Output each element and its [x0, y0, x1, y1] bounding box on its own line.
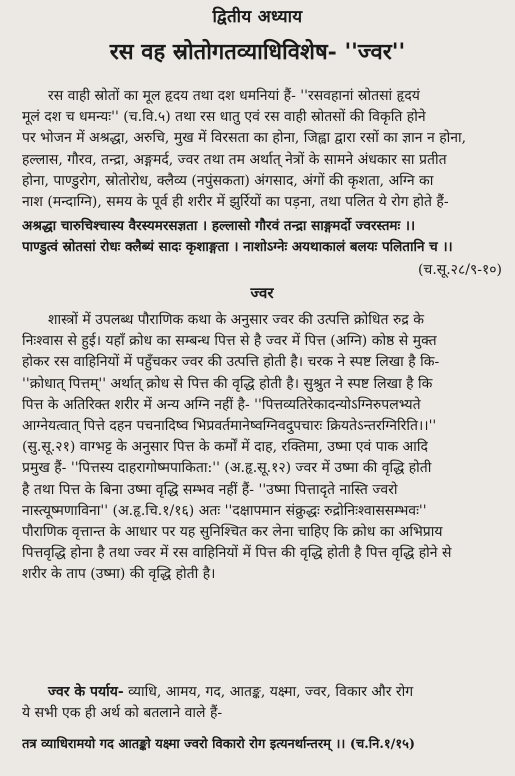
text-line: प्रमुख हैं- ''पित्तस्य दाहरागोष्मपाकिता:'' (अ.हृ.सू.१२) ज्वर में उष्मा की वृद्धि होती [22, 460, 432, 477]
text-line: नास्त्यूष्मणाविना'' (अ.हृ.चि.१/१६) अतः ''दक्षापमान संक्रुद्धः रुद्रोनिःश्वाससम्भवः'' [22, 502, 427, 519]
paryay-paragraph [22, 682, 502, 724]
shloka-reference: (च.सू.२८/९-१०) [417, 262, 502, 278]
text-line: नाश (मन्दाग्नि), समय के पूर्व ही शरीर में झुर्रियों का पड़ना, तथा पलित ये रोग होते हैं- [22, 193, 449, 210]
paryay-text: व्याधि, आमय, गद, आतङ्क, यक्ष्मा, ज्वर, विकार और रोग [128, 684, 414, 700]
text-line: है तथा पित्त के बिना उष्मा वृद्धि सम्भव नहीं हैं- ''उष्मा पित्तादृते नास्ति ज्वरो [22, 481, 398, 498]
paryay-label: ज्वर के पर्याय- [48, 684, 124, 700]
shloka-block-2 [22, 734, 502, 755]
text-line: निःश्वास से हुई। यहाँ क्रोध का सम्बन्ध पित्त से है ज्वर में पित्त (अग्नि) कोष्ठ से मुक्त [22, 333, 437, 350]
text-line: पित्त के अतिरिक्त शरीर में अन्य अग्नि नहीं है- ''पित्तव्यतिरेकादन्योऽग्निरुपलभ्यते [22, 396, 421, 413]
text-line: पौराणिक वृत्तान्त के आधार पर यह सुनिश्चित कर लेना चाहिए कि क्रोध का अभिप्राय [22, 523, 443, 540]
text-line: (सु.सू.२१) वाग्भट्ट के अनुसार पित्त के कर्मों में दाह, रक्तिमा, उष्मा एवं पाक आदि [22, 439, 428, 456]
shloka-line: तत्र व्याधिरामयो गद आतङ्को यक्ष्मा ज्वरो विकारो रोग इत्यनर्थान्तरम् ।। (च.नि.१/१५) [22, 737, 416, 752]
text-line: आग्नेयत्वात् पित्ते दहन पचनादिष्व भिप्रवर्तमानेष्वग्निवदुपचारः क्रियतेऽन्तरग्निरिति।।'' [22, 417, 437, 434]
text-line: रस वाही स्रोतों का मूल हृदय तथा दश धमनियां हैं- ''रसवहानां स्रोतसां हृदयं [48, 88, 420, 104]
shloka-line: पाण्डुत्वं स्रोतसां रोधः क्लैब्यं सादः कृशाङ्गता । नाशोऽग्नेः अयथाकालं बलयः पलितानि च ।। [22, 239, 453, 256]
shloka-line: अश्रद्धा चारुचिश्चास्य वैरस्यमरसज्ञता । हल्लासो गौरवं तन्द्रा साङ्गमर्दो ज्वरस्तमः ।। [22, 218, 416, 234]
text-line: होकर रस वाहिनियों में पहुँचकर ज्वर की उत्पत्ति होती है। चरक ने स्पष्ट लिखा है कि- [22, 354, 440, 371]
text-line: पित्तवृद्धि होना है तथा ज्वर में रस वाहिनियों में पित्त की वृद्धि होती है पित्त वृद्धि होने से [22, 545, 452, 562]
text-line: होना, पाण्डुरोग, स्रोतोरोध, क्लैव्य (नपुंसकता) अंगसाद, अंगों की कृशता, अग्नि का [22, 172, 434, 189]
text-line: मूलं दश च धमन्यः'' (च.वि.५) तथा रस धातु एवं रस वाही स्रोतसों की विकृति होने [22, 109, 426, 126]
text-line: हल्लास, गौरव, तन्द्रा, अङ्गमर्द, ज्वर तथा तम अर्थात् नेत्रों के सामने अंधकार सा प्रतीत [22, 151, 447, 168]
shloka-block [22, 216, 502, 258]
text-line: शरीर के ताप (उष्मा) की वृद्धि होती है। [22, 566, 216, 583]
text-line: पर भोजन में अश्रद्धा, अरुचि, मुख में विरसता का होना, जिह्वा द्वारा रसों का ज्ञान न होना, [22, 130, 467, 147]
text-line: शास्त्रों में उपलब्ध पौराणिक कथा के अनुसार ज्वर की उत्पत्ति क्रोधित रुद्र के [48, 312, 424, 328]
text-line: ये सभी एक ही अर्थ को बतलाने वाले हैं- [22, 705, 223, 722]
paryay-line [22, 682, 502, 703]
jwar-paragraph [22, 310, 502, 585]
intro-paragraph [22, 86, 502, 213]
text-line: ''क्रोधात् पित्तम्'' अर्थात् क्रोध से पित्त की वृद्धि होती है। सुश्रुत ने स्पष्ट लिखा है कि [22, 375, 433, 392]
section-heading: रस वह स्रोतोगतव्याधिविशेष- ''ज्वर'' [109, 39, 406, 65]
chapter-title: द्वितीय अध्याय [212, 7, 303, 27]
subheading: ज्वर [250, 284, 274, 302]
